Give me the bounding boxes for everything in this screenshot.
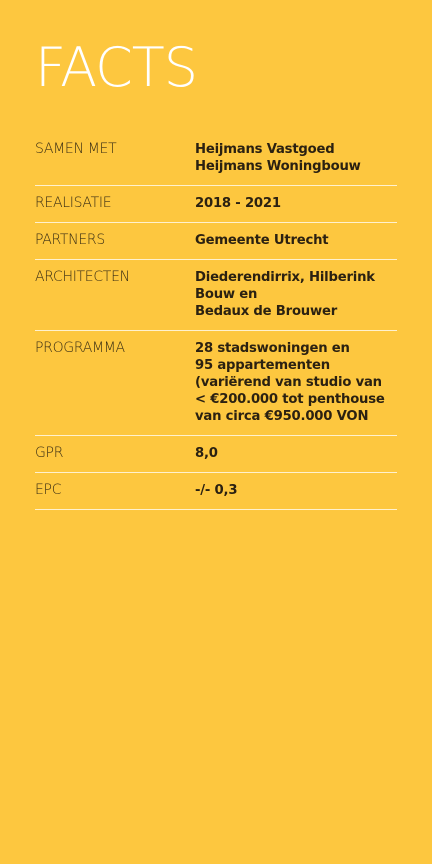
fact-value-line: Bouw en [195, 287, 258, 302]
fact-row-realisatie [35, 186, 397, 223]
fact-label: GPR [35, 445, 64, 461]
fact-value-line: Heijmans Woningbouw [195, 159, 361, 174]
fact-label: PROGRAMMA [35, 340, 125, 356]
fact-value-line: 95 appartementen [195, 358, 330, 373]
fact-value-line: < €200.000 tot penthouse [195, 392, 385, 407]
facts-table [35, 132, 397, 510]
fact-value-line: Heijmans Vastgoed [195, 142, 335, 157]
fact-value [195, 232, 397, 249]
fact-value [195, 482, 397, 499]
fact-row-epc [35, 473, 397, 510]
fact-value-line: (variërend van studio van [195, 375, 382, 390]
fact-label: REALISATIE [35, 195, 112, 211]
fact-value-line: van circa €950.000 VON [195, 409, 369, 424]
fact-value [195, 445, 397, 462]
fact-label: ARCHITECTEN [35, 269, 130, 285]
fact-value [195, 195, 397, 212]
fact-row-gpr [35, 436, 397, 473]
fact-value-line: -/- 0,3 [195, 483, 238, 498]
fact-value-line: 2018 - 2021 [195, 196, 281, 211]
fact-value-line: 8,0 [195, 446, 218, 461]
fact-row-programma [35, 331, 397, 436]
fact-value [195, 141, 397, 175]
fact-label: EPC [35, 482, 62, 498]
fact-value-line: 28 stadswoningen en [195, 341, 350, 356]
fact-value-line: Bedaux de Brouwer [195, 304, 338, 319]
fact-value-line: Gemeente Utrecht [195, 233, 329, 248]
fact-value [195, 269, 397, 320]
fact-value [195, 340, 397, 425]
fact-row-partners [35, 223, 397, 260]
fact-value-line: Diederendirrix, Hilberink [195, 270, 375, 285]
fact-label: PARTNERS [35, 232, 105, 248]
fact-label: SAMEN MET [35, 141, 117, 157]
fact-row-architecten [35, 260, 397, 331]
fact-row-samen-met [35, 132, 397, 186]
page-title: FACTS [35, 36, 198, 99]
